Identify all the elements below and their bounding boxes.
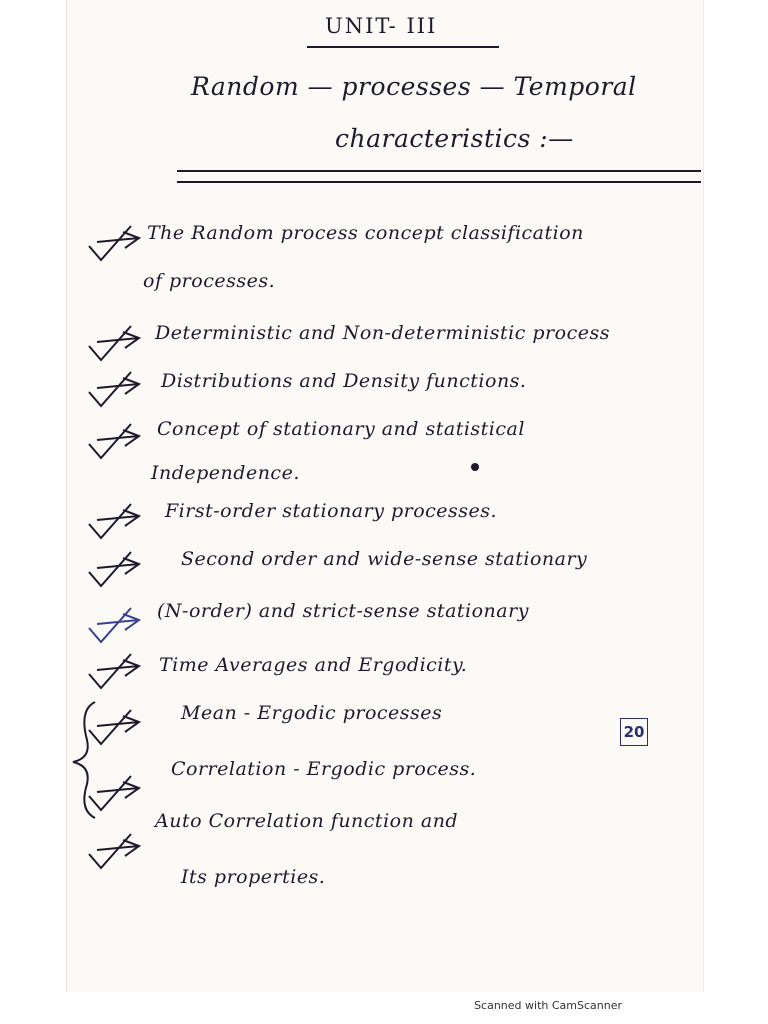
topic-item: Mean - Ergodic processes [181, 702, 443, 724]
checkmark-icon [87, 772, 143, 812]
topic-item: of processes. [143, 270, 276, 292]
notebook-page [66, 0, 704, 992]
checkmark-icon [87, 368, 143, 408]
checkmark-icon [87, 222, 143, 262]
topic-item: Time Averages and Ergodicity. [159, 654, 468, 676]
checkmark-icon [87, 830, 143, 870]
topic-item: Correlation - Ergodic process. [171, 758, 477, 780]
checkmark-icon [87, 650, 143, 690]
unit-heading: UNIT- III [325, 14, 438, 38]
topic-item: Second order and wide-sense stationary [181, 548, 588, 570]
checkmark-icon [87, 500, 143, 540]
checkmark-icon [87, 604, 143, 644]
topic-item: Its properties. [181, 866, 326, 888]
topic-item: (N-order) and strict-sense stationary [157, 600, 529, 622]
title-divider-top [177, 170, 701, 172]
checkmark-icon [87, 706, 143, 746]
unit-underline [307, 46, 499, 48]
topic-title-line-1: Random — processes — Temporal [191, 72, 637, 101]
topic-item: First-order stationary processes. [165, 500, 498, 522]
topic-item: Independence. [151, 462, 300, 484]
checkmark-icon [87, 322, 143, 362]
topic-title-line-2: characteristics :— [335, 124, 574, 153]
topic-item: The Random process concept classification [147, 222, 584, 244]
topic-item: Distributions and Density functions. [161, 370, 527, 392]
ink-dot [471, 463, 479, 471]
title-divider-bottom [177, 181, 701, 183]
checkmark-icon [87, 548, 143, 588]
marks-box: 20 [620, 718, 648, 746]
scanner-watermark: Scanned with CamScanner [474, 999, 622, 1012]
topic-item: Auto Correlation function and [155, 810, 459, 832]
topic-item: Deterministic and Non-deterministic process [155, 322, 610, 344]
topic-item: Concept of stationary and statistical [157, 418, 525, 440]
checkmark-icon [87, 420, 143, 460]
